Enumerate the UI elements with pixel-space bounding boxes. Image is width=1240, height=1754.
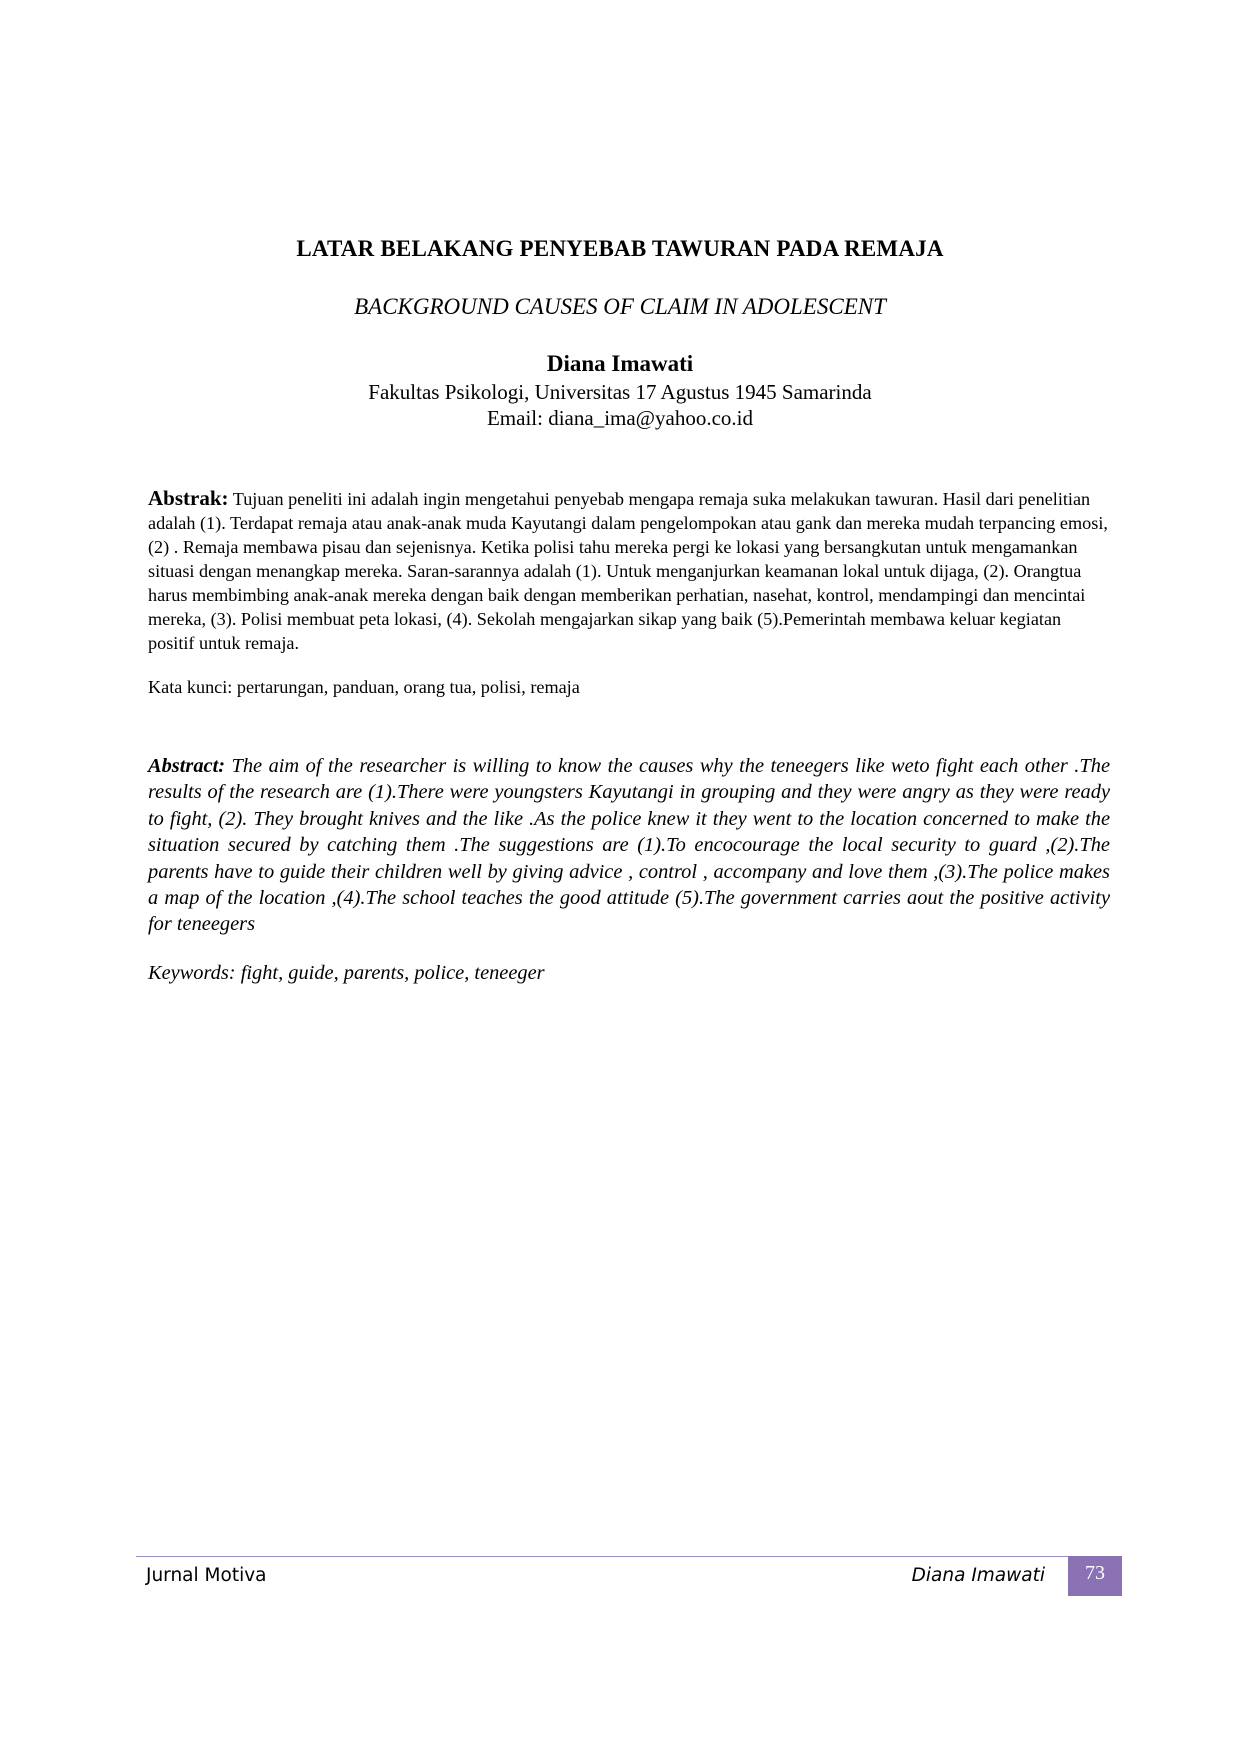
abstract-section [148,753,1110,938]
abstract-text: The aim of the researcher is willing to know the causes why the teneegers like weto fight each other .The results of the research are (1).There were youngsters Kayutangi in grouping and they were angry as they were ready to fight, (2). They brought knives and the like .As the police knew it they went to the location concerned to make the situation secured by catching them .The suggestions are (1).To encocourage the local security to guard ,(2).The parents have to guide their children well by giving advice , control , accompany and love them ,(3).The police makes a map of the location ,(4).The school teaches the good attitude (5).The government carries aout the positive activity for teneegers [148,755,1110,936]
footer-author: Diana Imawati [911,1565,1045,1586]
paper-subtitle: BACKGROUND CAUSES OF CLAIM IN ADOLESCENT [354,294,886,319]
paper-title: LATAR BELAKANG PENYEBAB TAWURAN PADA REMAJA [296,236,944,261]
keywords: Keywords: fight, guide, parents, police, teneeger [148,962,545,984]
abstract-label: Abstract: [148,755,226,777]
abstrak-text: Tujuan peneliti ini adalah ingin mengetahui penyebab mengapa remaja suka melakukan tawuran. Hasil dari penelitian adalah (1). Terdapat remaja atau anak-anak muda Kayutangi dalam pengelompokan atau gank dan mereka mudah terpancing emosi, (2) . Remaja membawa pisau dan sejenisnya. Ketika polisi tahu mereka pergi ke lokasi yang bersangkutan untuk mengamankan situasi dengan menangkap mereka. Saran-sarannya adalah (1). Untuk menganjurkan keamanan lokal untuk dijaga, (2). Orangtua harus membimbing anak-anak mereka dengan baik dengan memberikan perhatian, nasehat, kontrol, mendampingi dan mencintai mereka, (3). Polisi membuat peta lokasi, (4). Sekolah mengajarkan sikap yang baik (5).Pemerintah membawa keluar kegiatan positif untuk remaja. [148,489,1108,653]
footer-divider [136,1556,1068,1557]
author-name: Diana Imawati [546,351,694,376]
page-number-badge: 73 [1068,1556,1122,1596]
footer-journal-name: Jurnal Motiva [146,1565,267,1586]
abstrak-section [148,486,1108,655]
abstrak-label: Abstrak: [148,486,229,510]
author-email: Email: diana_ima@yahoo.co.id [486,406,754,430]
kata-kunci: Kata kunci: pertarungan, panduan, orang tua, polisi, remaja [148,677,580,697]
author-affiliation: Fakultas Psikologi, Universitas 17 Agustus 1945 Samarinda [368,380,872,404]
